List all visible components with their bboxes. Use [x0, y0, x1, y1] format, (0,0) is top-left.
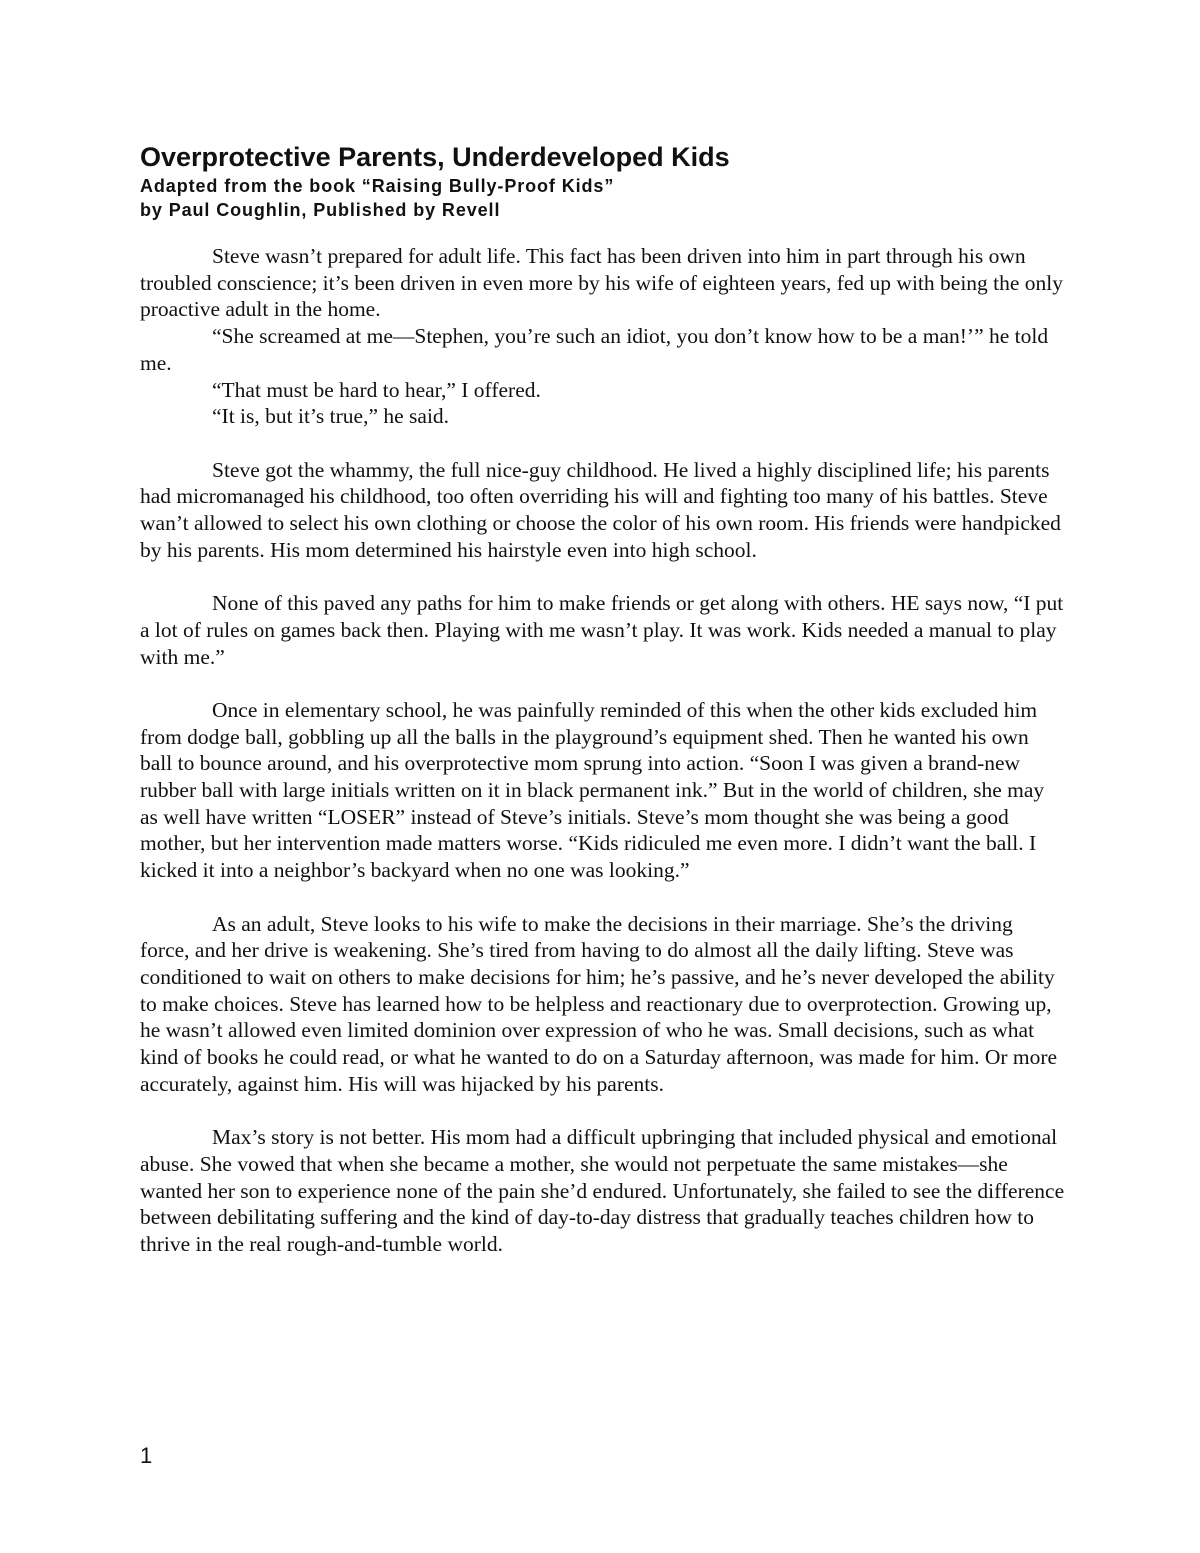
paragraph: None of this paved any paths for him to make friends or get along with others. HE says now, “I put a lot of rules on games back then. Playing with me wasn’t play. It was work. Kids needed a manual to play with me.” [140, 591, 1064, 669]
paragraph-spacer [140, 1097, 1065, 1124]
document-content [140, 140, 1065, 1258]
paragraph-spacer [140, 884, 1065, 911]
paragraph: Once in elementary school, he was painfully reminded of this when the other kids excluded him from dodge ball, gobbling up all the balls in the playground’s equipment shed. Then he wanted his own ball to bounce around, and his overprotective mom sprung into action. “Soon I was given a brand-new rubber ball with large initials written on it in black permanent ink.” But in the world of children, she may as well have written “LOSER” instead of Steve’s initials. Steve’s mom thought she was being a good mother, but her intervention made matters worse. “Kids ridiculed me even more. I didn’t want the ball. I kicked it into a neighbor’s backyard when no one was looking.” [140, 697, 1045, 883]
page-number: 1 [140, 1443, 153, 1468]
paragraph: Steve got the whammy, the full nice-guy childhood. He lived a highly disciplined life; his parents had micromanaged his childhood, too often overriding his will and fighting too many of his battles. Steve wan’t allowed to select his own clothing or choose the color of his own room. His friends were handpicked by his parents. His mom determined his hairstyle even into high school. [140, 457, 1061, 562]
paragraph: Max’s story is not better. His mom had a difficult upbringing that included physical and emotional abuse. She vowed that when she became a mother, she would not perpetuate the same mistakes—she wanted her son to experience none of the pain she’d endured. Unfortunately, she failed to see the difference between debilitating suffering and the kind of day-to-day distress that gradually teaches children how to thrive in the real rough-and-tumble world. [140, 1125, 1065, 1256]
paragraph: As an adult, Steve looks to his wife to make the decisions in their marriage. She’s the driving force, and her drive is weakening. She’s tired from having to do almost all the daily lifting. Steve was conditioned to wait on others to make decisions for him; he’s passive, and he’s never developed the ability to make choices. Steve has learned how to be helpless and reactionary due to overprotection. Growing up, he wasn’t allowed even limited dominion over expression of who he was. Small decisions, such as what kind of books he could read, or what he wanted to do on a Saturday afternoon, was made for him. Or more accurately, against him. His will was hijacked by his parents. [140, 911, 1058, 1096]
document-body [140, 243, 1065, 1258]
paragraph-spacer [140, 563, 1065, 590]
paragraph-spacer [140, 670, 1065, 697]
document-subtitle-source: Adapted from the book “Raising Bully-Proof Kids” [140, 176, 615, 196]
paragraph: “It is, but it’s true,” he said. [212, 404, 450, 429]
paragraph: Steve wasn’t prepared for adult life. This fact has been driven into him in part through his own troubled conscience; it’s been driven in even more by his wife of eighteen years, fed up with being the only proactive adult in the home. [140, 244, 1064, 322]
document-subtitle-author: by Paul Coughlin, Published by Revell [140, 200, 501, 220]
paragraph: “She screamed at me—Stephen, you’re such an idiot, you don’t know how to be a man!’” he told me. [140, 324, 1049, 375]
paragraph-spacer [140, 430, 1065, 457]
paragraph: “That must be hard to hear,” I offered. [212, 377, 541, 402]
document-title: Overprotective Parents, Underdeveloped Kids [140, 142, 730, 172]
